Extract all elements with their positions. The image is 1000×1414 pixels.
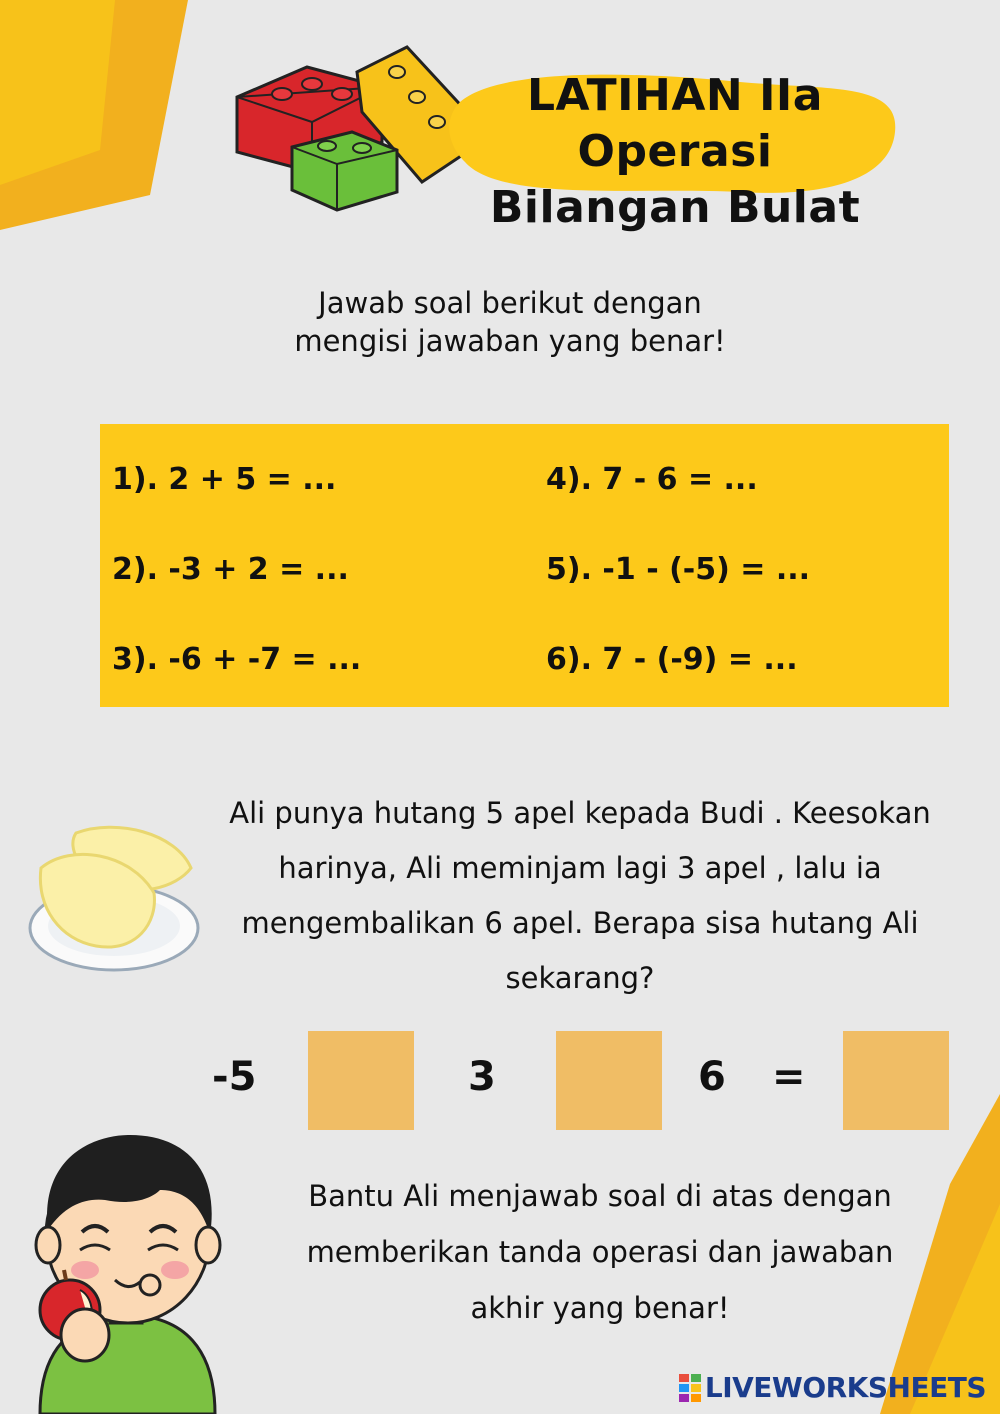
story-line-3: mengembalikan 6 apel. Berapa sisa hutang Ali	[241, 906, 919, 940]
title-line-1: LATIHAN IIa	[526, 70, 823, 121]
liveworksheets-logo-icon	[679, 1374, 701, 1402]
help-instruction-text	[250, 1168, 950, 1336]
liveworksheets-watermark	[679, 1371, 986, 1404]
story-line-1: Ali punya hutang 5 apel kepada Budi . Keesokan	[229, 796, 931, 830]
equation-term-2: 3	[468, 1054, 496, 1100]
title-line-3: Bilangan Bulat	[489, 182, 861, 233]
equation-term-1: -5	[212, 1054, 257, 1100]
boy-eating-apple-illustration	[10, 1120, 250, 1414]
operator-answer-box-2[interactable]	[556, 1031, 662, 1130]
problem-1: 1). 2 + 5 = ...	[112, 462, 337, 497]
help-line-3: akhir yang benar!	[470, 1291, 730, 1325]
instruction-line-1: Jawab soal berikut dengan	[318, 286, 702, 320]
problem-2: 2). -3 + 2 = ...	[112, 552, 349, 587]
result-answer-box[interactable]	[843, 1031, 949, 1130]
corner-decoration-top-left	[0, 0, 190, 230]
lego-blocks-illustration	[232, 42, 472, 217]
problem-6: 6). 7 - (-9) = ...	[546, 642, 798, 677]
help-line-1: Bantu Ali menjawab soal di atas dengan	[308, 1179, 892, 1213]
equation-term-3: 6	[698, 1054, 726, 1100]
page-title	[440, 68, 910, 236]
problem-3: 3). -6 + -7 = ...	[112, 642, 362, 677]
problem-5: 5). -1 - (-5) = ...	[546, 552, 811, 587]
story-line-4: sekarang?	[505, 961, 655, 995]
operator-answer-box-1[interactable]	[308, 1031, 414, 1130]
story-line-2: harinya, Ali meminjam lagi 3 apel , lalu ia	[278, 851, 882, 885]
title-line-2: Operasi	[577, 126, 773, 177]
apple-slices-plate-illustration	[26, 818, 206, 978]
instruction-text	[180, 284, 840, 360]
help-line-2: memberikan tanda operasi dan jawaban	[306, 1235, 894, 1269]
word-problem-text	[190, 786, 970, 1006]
instruction-line-2: mengisi jawaban yang benar!	[294, 324, 726, 358]
problem-4: 4). 7 - 6 = ...	[546, 462, 758, 497]
watermark-text: LIVEWORKSHEETS	[704, 1371, 986, 1404]
equals-sign: =	[772, 1054, 806, 1100]
